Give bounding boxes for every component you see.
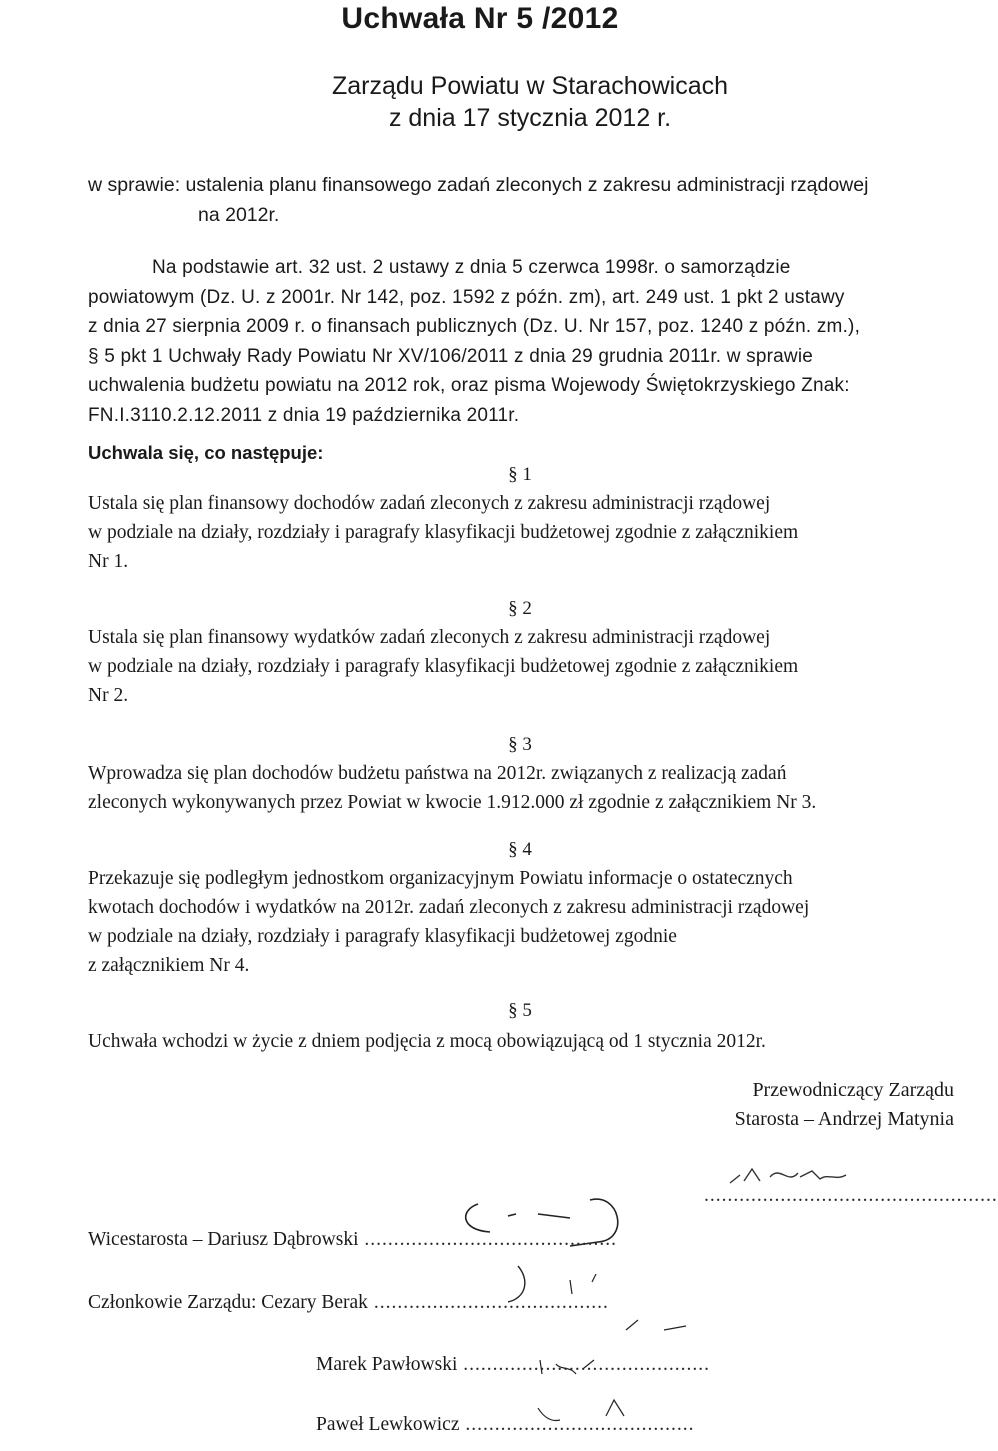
legal-basis-line: z dnia 27 sierpnia 2009 r. o finansach publicznych (Dz. U. Nr 157, poz. 1240 z późn. zm.), [88,316,861,337]
board-member-name: Marek Pawłowski [316,1354,458,1375]
resolution-title: Uchwała Nr 5 /2012 [341,2,619,35]
subject-text-line1: ustalenia planu finansowego zadań zleconych z zakresu administracji rządowej [185,174,869,196]
chairman-block [735,1076,954,1134]
subject-label: w sprawie: [88,174,181,196]
section-line: w podziale na działy, rozdziały i paragrafy klasyfikacji budżetowej zgodnie z załącznikiem [88,656,799,677]
subject-text-line2: na 2012r. [198,204,280,226]
section-number: § 5 [508,1000,532,1021]
section-2-text [88,623,954,710]
legal-basis-line: powiatowym (Dz. U. z 2001r. Nr 142, poz. 1592 z późn. zm), art. 249 ust. 1 pkt 2 ustawy [88,286,845,308]
section-line: zleconych wykonywanych przez Powiat w kwocie 1.912.000 zł zgodnie z załącznikiem Nr 3. [88,792,817,813]
legal-basis [88,253,954,430]
chairman-signature-line: .................................................. [704,1185,998,1206]
section-line: Wprowadza się plan dochodów budżetu państwa na 2012r. związanych z realizacją zadań [88,763,787,784]
section-line: Ustala się plan finansowy dochodów zadań zleconych z zakresu administracji rządowej [88,493,771,514]
section-5-text [88,1027,954,1056]
board-member-line: Marek Pawłowski .......................................... [316,1354,710,1375]
board-members-label: Członkowie Zarządu: Cezary Berak [88,1292,368,1313]
section-line: Przekazuje się podległym jednostkom organizacyjnym Powiatu informacje o ostatecznych [88,868,793,889]
section-number: § 2 [508,598,532,619]
section-line: kwotach dochodów i wydatków na 2012r. zadań zleconych z zakresu administracji rządowej [88,897,810,918]
chairman-title: Przewodniczący Zarządu [752,1079,954,1101]
section-line: w podziale na działy, rozdziały i paragrafy klasyfikacji budżetowej zgodnie [88,926,677,947]
subject-block [88,170,948,230]
legal-basis-line: § 5 pkt 1 Uchwały Rady Powiatu Nr XV/106/2011 z dnia 29 grudnia 2011r. w sprawie [88,345,814,367]
section-1-text [88,489,954,576]
board-member-name: Paweł Lewkowicz [316,1414,460,1435]
board-member-line: Członkowie Zarządu: Cezary Berak ........................................ [88,1292,609,1313]
section-line: Nr 2. [88,685,129,706]
vice-starost-line: Wicestarosta – Dariusz Dąbrowski ........................................... [88,1229,618,1250]
section-line: Uchwała wchodzi w życie z dniem podjęcia z mocą obowiązującą od 1 stycznia 2012r. [88,1031,766,1052]
section-line: w podziale na działy, rozdziały i paragrafy klasyfikacji budżetowej zgodnie z załącznikiem [88,522,799,543]
section-number: § 1 [508,464,532,485]
section-number: § 4 [508,839,532,860]
section-line: z załącznikiem Nr 4. [88,955,250,976]
resolves-heading: Uchwala się, co następuje: [88,442,324,463]
legal-basis-line: uchwalenia budżetu powiatu na 2012 rok, oraz pisma Wojewody Świętokrzyskiego Znak: [88,375,850,396]
chairman-name: Starosta – Andrzej Matynia [734,1108,954,1130]
section-line: Nr 1. [88,551,129,572]
legal-basis-line: Na podstawie art. 32 ust. 2 ustawy z dnia 5 czerwca 1998r. o samorządzie [152,257,791,278]
section-number: § 3 [508,734,532,755]
section-3-text [88,759,954,817]
section-line: Ustala się plan finansowy wydatków zadań zleconych z zakresu administracji rządowej [88,627,771,648]
section-4-text [88,864,954,980]
issuer-line: Zarządu Powiatu w Starachowicach [331,72,729,100]
legal-basis-line: FN.I.3110.2.12.2011 z dnia 19 października 2011r. [88,404,520,426]
date-line: z dnia 17 stycznia 2012 r. [388,104,672,132]
board-member-line: Paweł Lewkowicz ....................................... [316,1414,695,1435]
vice-starost-name: Wicestarosta – Dariusz Dąbrowski [88,1229,359,1250]
